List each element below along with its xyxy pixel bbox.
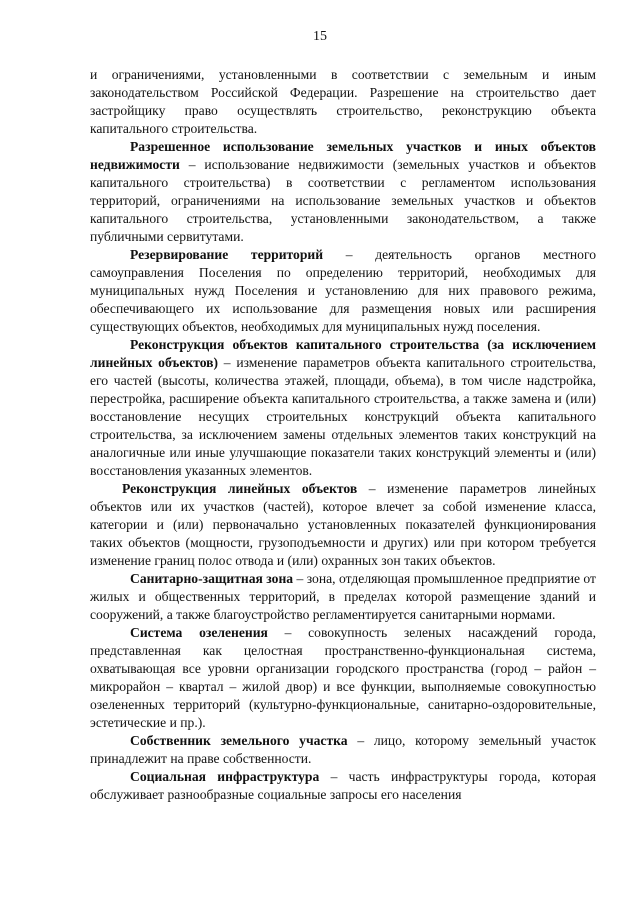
definition-term: Резервирование территорий bbox=[130, 247, 324, 262]
paragraph-text: и ограничениями, установленными в соответствии с земельным и иным законодательством Российской Федерации. Разрешение на строительство дает застройщику право осуществлять строительство, реконструкцию объекта капитального строительства. bbox=[90, 67, 596, 136]
definition-term: Разрешенное использование земельных участков и иных объектов недвижимости bbox=[90, 139, 596, 172]
definition-text: – зона, отделяющая промышленное предприятие от жилых и общественных территорий, в пределах которой размещение зданий и сооружений, а также благоустройство регламентируется санитарными нормами. bbox=[90, 571, 596, 622]
definition-term: Реконструкция объектов капитального строительства (за исключением линейных объектов) bbox=[90, 337, 596, 370]
definition-text: – часть инфраструктуры города, которая обслуживает разнообразные социальные запросы его населения bbox=[90, 769, 597, 802]
definition-term: Реконструкция линейных объектов bbox=[122, 481, 358, 496]
definition-text: – использование недвижимости (земельных участков и объектов капитального строительства) в соответствии с регламентом использования территорий, ограничениями на использование земельных участков и объектов капитального строительства, установленными законодательством, а также публичными сервитутами. bbox=[90, 157, 596, 244]
definition-term: Собственник земельного участка bbox=[130, 733, 348, 748]
document-body bbox=[90, 66, 596, 804]
definition-reconstruction-linear bbox=[90, 480, 596, 570]
definition-permitted-use bbox=[90, 138, 596, 246]
paragraph-continuation bbox=[90, 66, 596, 138]
definition-text: – совокупность зеленых насаждений города, представленная как целостная пространственно-функциональная система, охватывающая все уровни организации городского пространства (город – район – микрорайон – квартал – жилой двор) и все функции, выполняемые совокупностью озелененных территорий (культурно-функциональные, санитарно-оздоровительные, эстетические и пр.). bbox=[90, 625, 596, 730]
definition-text: – лицо, которому земельный участок принадлежит на праве собственности. bbox=[90, 733, 596, 766]
definition-land-owner bbox=[90, 732, 596, 768]
definition-text: – изменение параметров линейных объектов или их участков (частей), которое влечет за собой изменение класса, категории и (или) первоначально установленных показателей функционирования таких объектов (мощности, грузоподъемности и других) или при котором требуется изменение границ полос отвода и (или) охранных зон таких объектов. bbox=[90, 481, 596, 568]
definition-text: – изменение параметров объекта капитального строительства, его частей (высоты, количества этажей, площади, объема), в том числе надстройка, перестройка, расширение объекта капитального строительства, а также замена и (или) восстановление несущих строительных конструкций объекта капитального строительства, за исключением замены отдельных элементов таких конструкций на аналогичные или иные улучшающие показатели таких конструкций элементы и (или) восстановления указанных элементов. bbox=[90, 355, 596, 478]
page-number: 15 bbox=[313, 29, 327, 44]
definition-social-infrastructure bbox=[90, 768, 596, 804]
definition-term: Санитарно-защитная зона bbox=[130, 571, 294, 586]
definition-territory-reservation bbox=[90, 246, 596, 336]
definition-reconstruction-capital bbox=[90, 336, 596, 480]
definition-text: – деятельность органов местного самоуправления Поселения по определению территорий, необходимых для муниципальных нужд Поселения и установлению для них правового режима, обеспечивающего их использование для размещения новых или расширения существующих объектов, необходимых для муниципальных нужд поселения. bbox=[90, 247, 597, 334]
definition-term: Система озеленения bbox=[130, 625, 268, 640]
definition-sanitary-zone bbox=[90, 570, 596, 624]
definition-greening-system bbox=[90, 624, 596, 732]
definition-term: Социальная инфраструктура bbox=[130, 769, 320, 784]
